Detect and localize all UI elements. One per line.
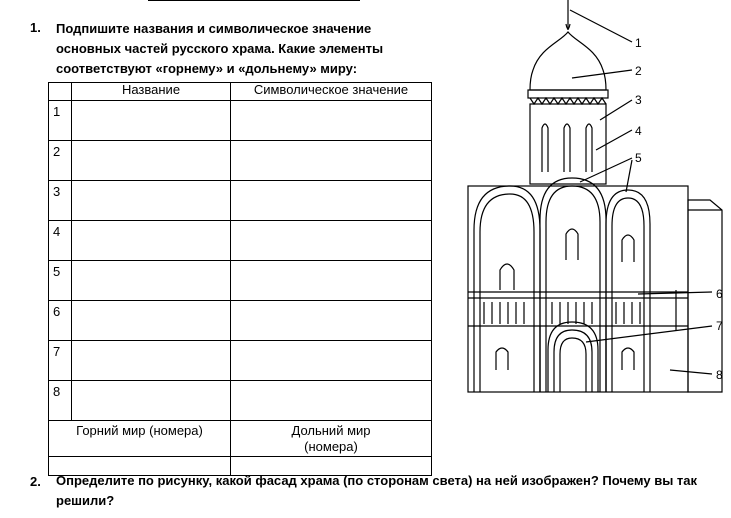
arcature-columns-center <box>552 302 592 324</box>
meaning-cell[interactable] <box>231 341 432 381</box>
temple-body <box>468 186 688 392</box>
upper-window <box>566 229 578 260</box>
row-number: 3 <box>49 181 72 221</box>
drum-window <box>564 124 570 172</box>
table-row <box>49 181 432 221</box>
callout-6: 6 <box>716 287 723 301</box>
question-1-line-1: Подпишите названия и символическое значение <box>56 21 372 36</box>
temple-drawing <box>460 0 731 400</box>
leader-line-8 <box>670 370 712 374</box>
zakomara-left-inner <box>480 194 534 392</box>
table-row <box>49 381 432 421</box>
row-number: 7 <box>49 341 72 381</box>
earth-world-header <box>231 421 432 457</box>
drum-window <box>542 124 548 172</box>
zakomara-left <box>474 186 540 392</box>
meaning-cell[interactable] <box>231 101 432 141</box>
callout-1: 1 <box>635 36 642 50</box>
question-1-line-3: соответствуют «горнему» и «дольнему» миру: <box>56 61 358 76</box>
answer-table <box>48 82 432 476</box>
name-cell[interactable] <box>72 301 231 341</box>
question-1-line-2: основных частей русского храма. Какие элементы <box>56 41 384 56</box>
header-name: Название <box>72 83 231 101</box>
question-1-text <box>56 19 383 79</box>
name-cell[interactable] <box>72 101 231 141</box>
arcature-columns-left <box>484 302 524 324</box>
callout-2: 2 <box>635 64 642 78</box>
name-cell[interactable] <box>72 261 231 301</box>
leader-line-7 <box>586 326 712 342</box>
row-number: 8 <box>49 381 72 421</box>
zakomara-right-inner <box>612 198 644 392</box>
name-cell[interactable] <box>72 381 231 421</box>
dome <box>530 32 606 90</box>
meaning-cell[interactable] <box>231 141 432 181</box>
row-number: 5 <box>49 261 72 301</box>
table-header-row <box>49 83 432 101</box>
meaning-cell[interactable] <box>231 301 432 341</box>
earth-world-line-2: (номера) <box>304 439 358 454</box>
meaning-cell[interactable] <box>231 181 432 221</box>
callout-4: 4 <box>635 124 642 138</box>
callout-8: 8 <box>716 368 723 382</box>
row-number: 6 <box>49 301 72 341</box>
row-number: 4 <box>49 221 72 261</box>
drum-zigzag <box>530 98 606 104</box>
arcature-columns-right <box>616 302 640 324</box>
table-row <box>49 341 432 381</box>
name-cell[interactable] <box>72 141 231 181</box>
leader-line-5b <box>626 160 632 192</box>
callout-5: 5 <box>635 151 642 165</box>
name-cell[interactable] <box>72 181 231 221</box>
table-row <box>49 221 432 261</box>
leader-line-1 <box>570 10 632 42</box>
table-row <box>49 141 432 181</box>
question-1-number: 1. <box>30 20 41 35</box>
name-cell[interactable] <box>72 221 231 261</box>
question-2-number: 2. <box>30 474 41 489</box>
world-header-row <box>49 421 432 457</box>
callout-3: 3 <box>635 93 642 107</box>
portal-outer <box>548 322 598 392</box>
meaning-cell[interactable] <box>231 221 432 261</box>
question-2-line-1: Определите по рисунку, какой фасад храма (по сторонам света) на ней изображен? Почему вы так <box>56 473 698 488</box>
earth-world-line-1: Дольний мир <box>291 423 371 438</box>
question-2-text <box>56 471 697 511</box>
drum-window <box>586 124 592 172</box>
lower-window <box>496 348 508 370</box>
question-2-line-2: решили? <box>56 493 115 508</box>
drum-cornice <box>528 90 608 98</box>
row-number: 1 <box>49 101 72 141</box>
table-row <box>49 261 432 301</box>
meaning-cell[interactable] <box>231 261 432 301</box>
lower-window <box>622 348 634 370</box>
name-cell[interactable] <box>72 341 231 381</box>
header-meaning: Символическое значение <box>231 83 432 101</box>
upper-window <box>500 264 514 290</box>
header-num-cell <box>49 83 72 101</box>
leader-line-4 <box>596 130 632 150</box>
callout-7: 7 <box>716 319 723 333</box>
meaning-cell[interactable] <box>231 381 432 421</box>
answer-underline <box>148 0 360 1</box>
row-number: 2 <box>49 141 72 181</box>
leader-line-2 <box>572 70 632 78</box>
heaven-world-header: Горний мир (номера) <box>49 421 231 457</box>
table-row <box>49 301 432 341</box>
zakomara-center <box>540 178 606 392</box>
table-row <box>49 101 432 141</box>
upper-window <box>622 235 634 262</box>
portal-inner <box>560 338 586 392</box>
